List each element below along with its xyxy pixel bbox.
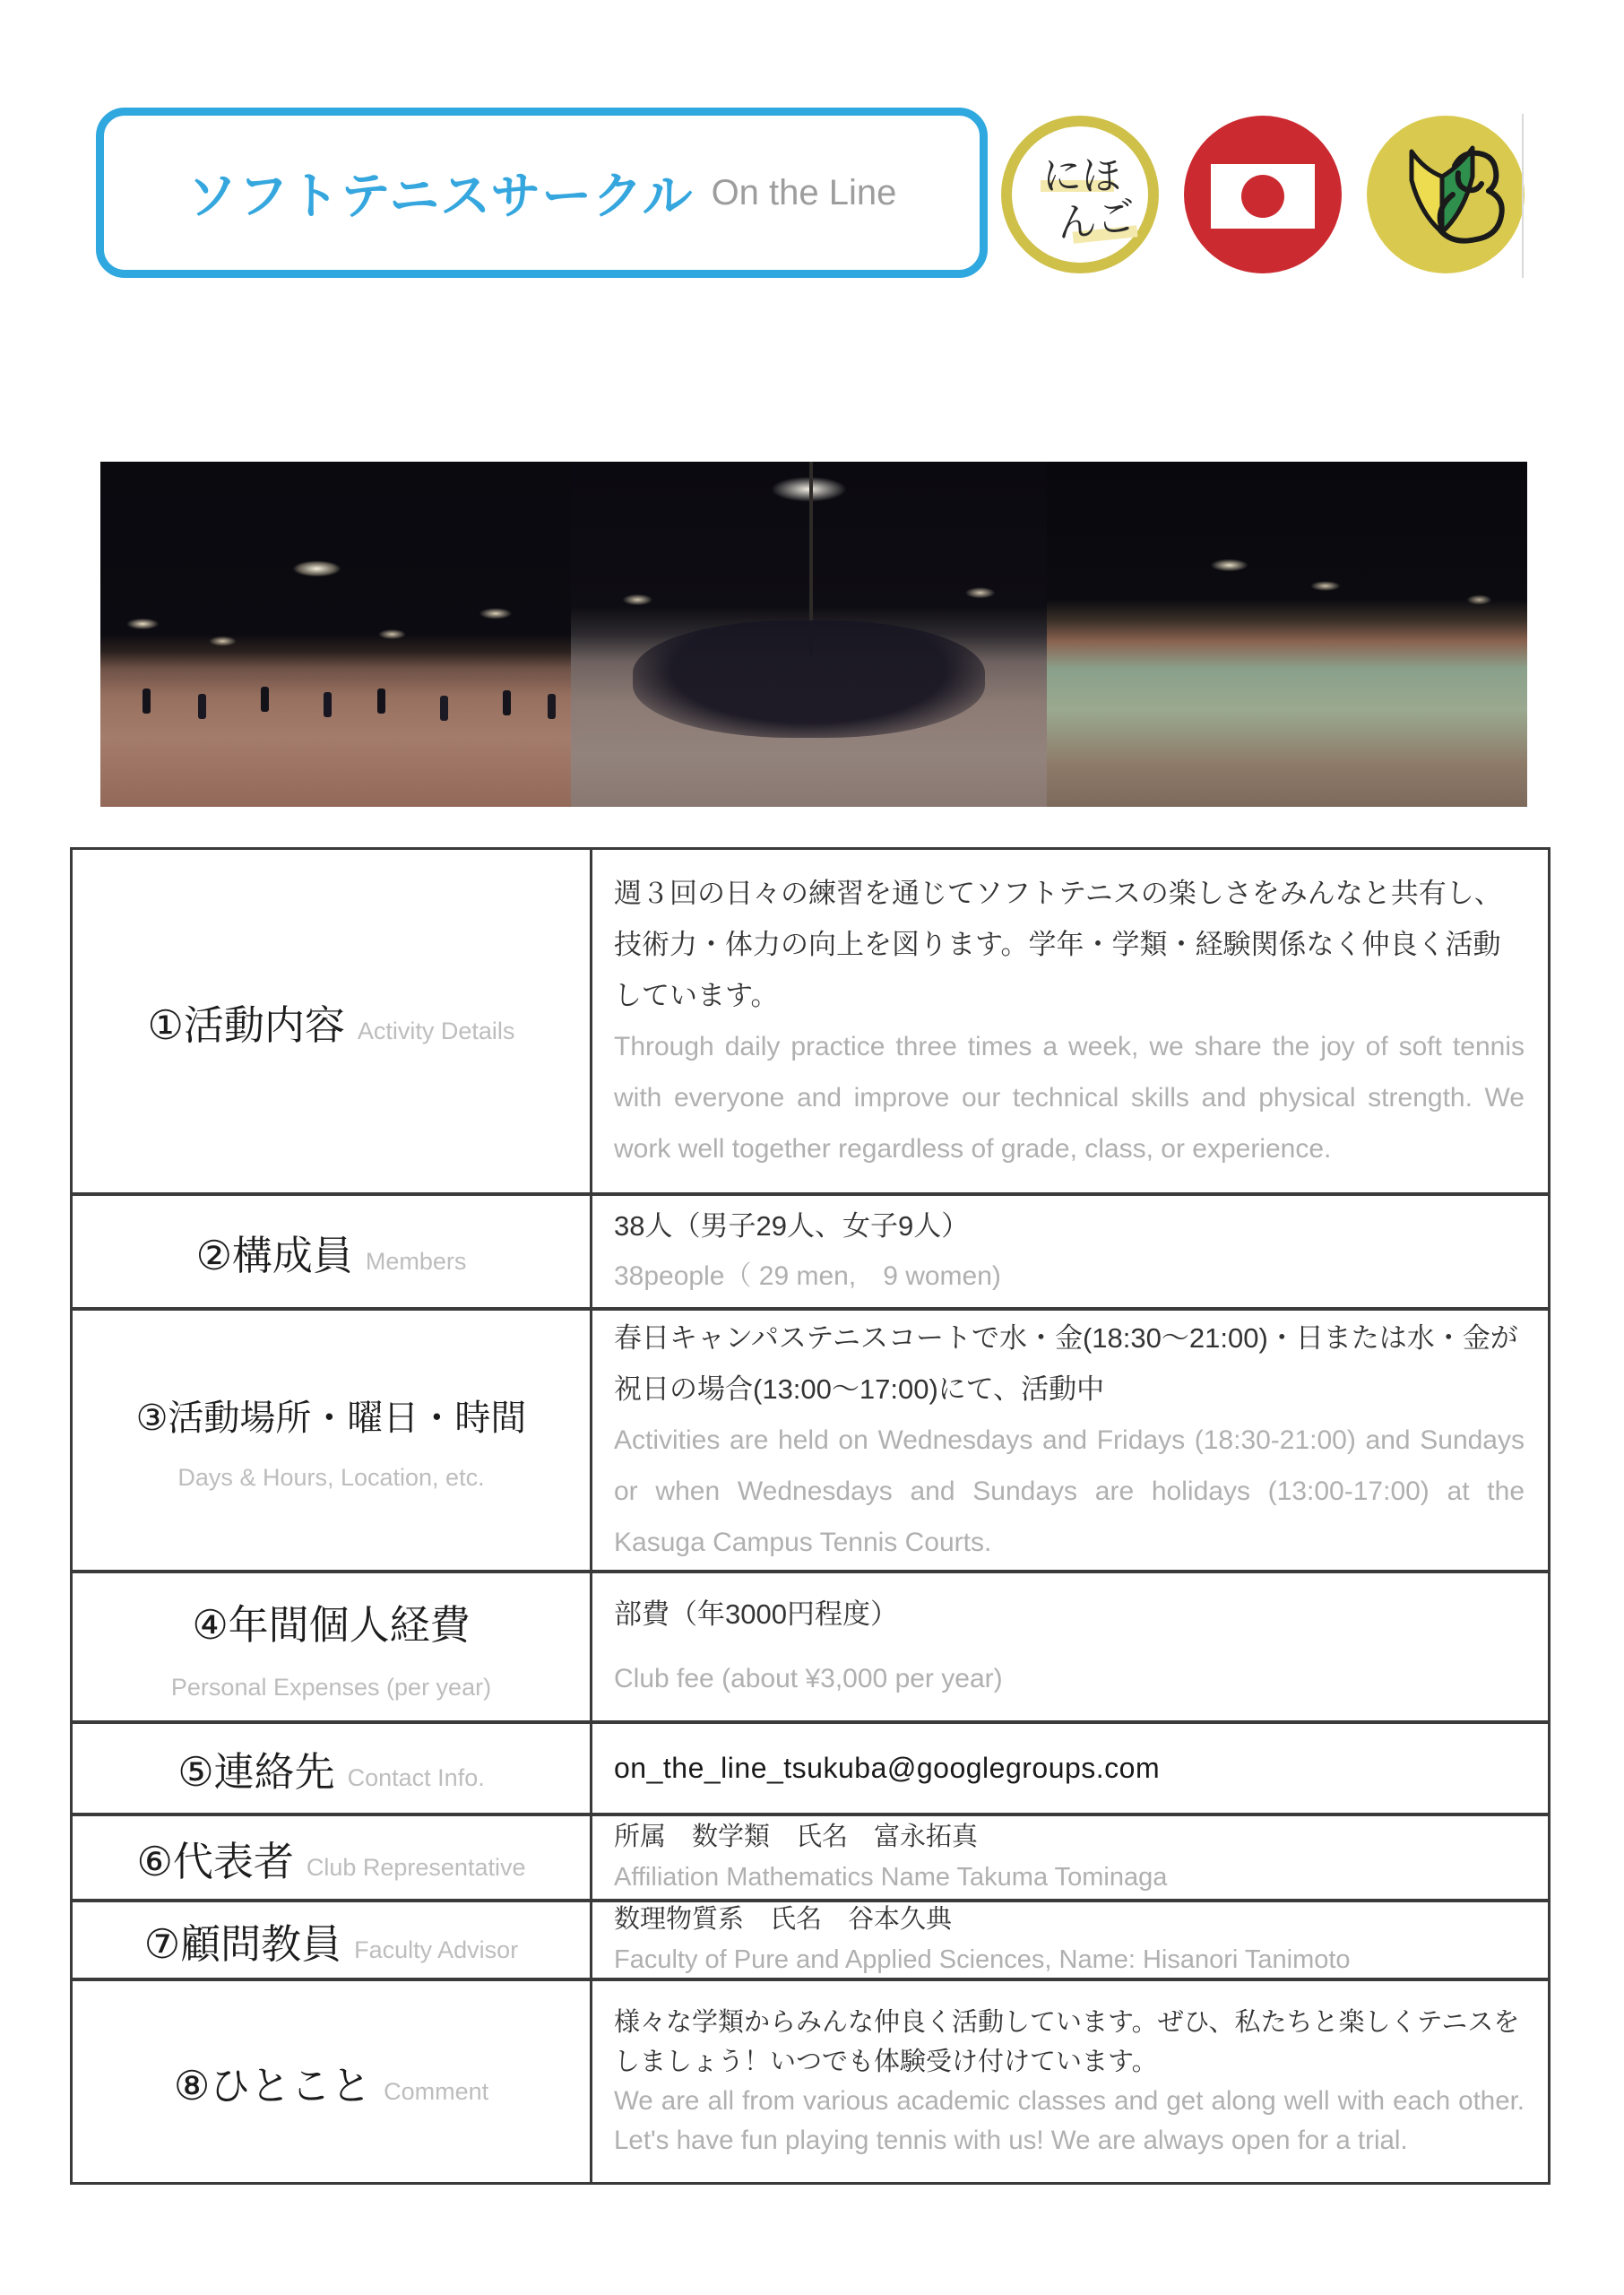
advisor-japanese: 数理物質系 氏名 谷本久典 [614, 1905, 953, 1934]
club-info-table [70, 847, 1551, 2185]
members-count-english: 38people（ 29 men, 9 women) [614, 1261, 1001, 1291]
table-row-comment [73, 1978, 1548, 2182]
row-label-en: Club Representative [306, 1853, 526, 1881]
comment-english: We are all from various academic classes and get along well with each other. Let's have fun playing tennis with us! We are always open for a trial. [614, 2086, 1525, 2155]
row-label-en: Personal Expenses (per year) [170, 1674, 492, 1701]
club-fee-english: Club fee (about ¥3,000 per year) [614, 1664, 1003, 1693]
row-label-jp: ②構成員 [195, 1232, 353, 1278]
club-title-english: On the Line [711, 172, 897, 212]
row-label-jp: ⑦顧問教員 [143, 1920, 342, 1967]
svg-text:にほ: にほ [1042, 153, 1121, 199]
row-label-en: Activity Details [357, 1017, 515, 1044]
team-group-photo [571, 462, 1047, 807]
table-row-contact [73, 1720, 1548, 1813]
row-label-en: Days & Hours, Location, etc. [177, 1463, 485, 1491]
team-group-silhouette [633, 620, 985, 738]
location-schedule-english: Activities are held on Wednesdays and Fridays (18:30-21:00) and Sundays or when Wednesdays and Sundays are holidays (13:00-17:00) at the Kasuga Campus Tennis Courts. [614, 1425, 1525, 1557]
representative-english: Affiliation Mathematics Name Takuma Tominaga [614, 1863, 1168, 1892]
activity-details-english: Through daily practice three times a week, we share the joy of soft tennis with everyone and improve our technical skills and physical strength. We work well together regardless of grade, class, or experience. [614, 1032, 1525, 1164]
row-label-en: Members [365, 1247, 467, 1275]
svg-text:んご: んご [1054, 194, 1138, 247]
comment-japanese: 様々な学類からみんな仲良く活動しています。ぜひ、私たちと楽しくテニスをしましょう！いつでも体験受け付けています。 [614, 2008, 1520, 2076]
representative-japanese: 所属 数学類 氏名 富永拓真 [614, 1823, 979, 1851]
table-row-expenses [73, 1570, 1548, 1720]
row-label-jp: ⑧ひとこと [173, 2062, 372, 2109]
beginner-muscle-icon [1365, 114, 1526, 275]
club-title-box [96, 108, 988, 278]
row-label-en: Contact Info. [347, 1764, 485, 1791]
row-label-jp: ③活動場所・曜日・時間 [135, 1398, 527, 1438]
player-silhouettes [143, 688, 151, 714]
table-row-members [73, 1192, 1548, 1307]
club-fee-japanese: 部費（年3000円程度） [614, 1598, 898, 1630]
row-label-jp: ⑤連絡先 [177, 1749, 335, 1795]
row-label-en: Comment [384, 2077, 489, 2105]
club-title-japanese: ソフトテニスサークル [186, 168, 694, 224]
header-divider-line [1522, 114, 1524, 278]
row-label-en: Faculty Advisor [354, 1936, 519, 1963]
location-schedule-japanese: 春日キャンパステニスコートで水・金(18:30～21:00)・日または水・金が祝日の場合(13:00～17:00)にて、活動中 [614, 1322, 1518, 1405]
contact-email: on_the_line_tsukuba@googlegroups.com [614, 1752, 1161, 1784]
members-count-japanese: 38人（男子29人、女子9人） [614, 1210, 970, 1242]
night-practice-court-photo [100, 462, 571, 807]
table-row-faculty-advisor [73, 1899, 1548, 1978]
table-row-representative [73, 1813, 1548, 1899]
photo-strip [100, 462, 1527, 807]
row-label-jp: ①活動内容 [147, 1001, 345, 1048]
table-row-location-schedule [73, 1307, 1548, 1570]
row-label-jp: ④年間個人経費 [192, 1602, 471, 1648]
row-label-jp: ⑥代表者 [136, 1838, 294, 1884]
japan-flag-icon [1182, 114, 1343, 275]
language-badges [999, 114, 1526, 275]
court-panorama-photo [1047, 462, 1527, 807]
activity-details-japanese: 週３回の日々の練習を通じてソフトテニスの楽しさをみんなと共有し、技術力・体力の向上を図ります。学年・学類・経験関係なく仲良く活動しています。 [614, 878, 1502, 1011]
advisor-english: Faculty of Pure and Applied Sciences, Name: Hisanori Tanimoto [614, 1945, 1351, 1974]
table-row-activity-details [73, 850, 1548, 1192]
nihongo-language-icon [999, 114, 1161, 275]
